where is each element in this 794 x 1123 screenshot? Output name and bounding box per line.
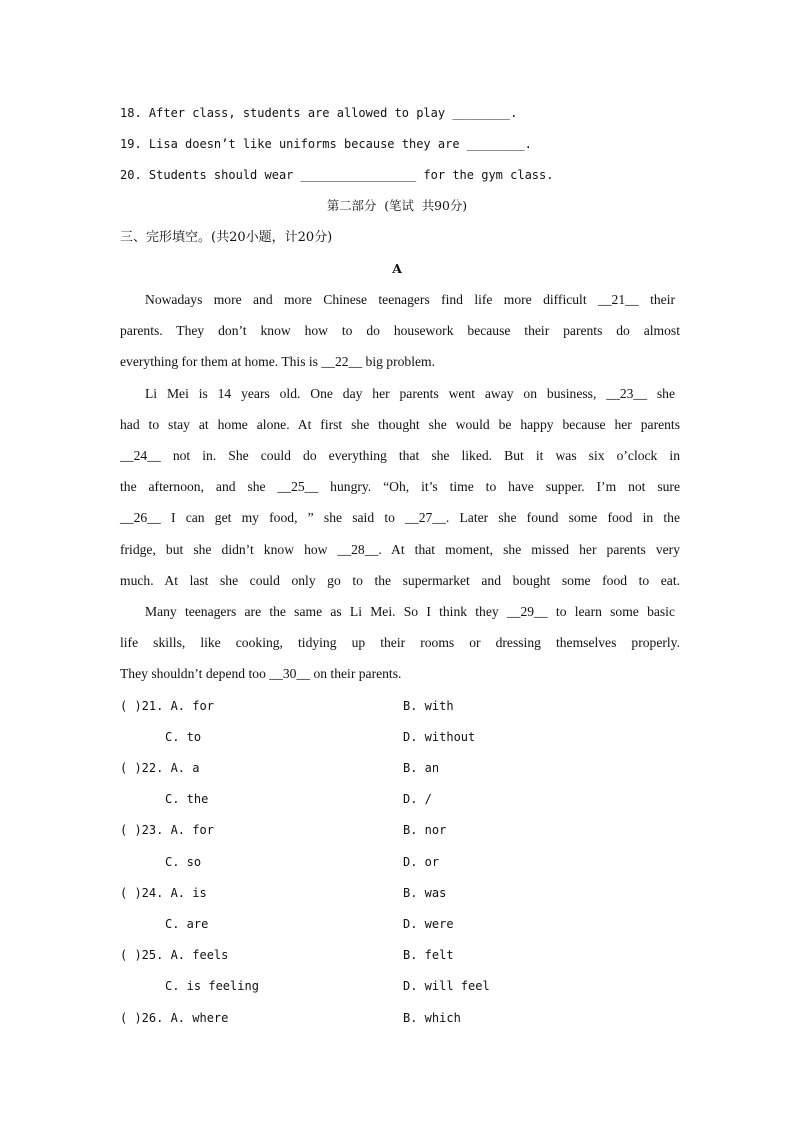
option-b: B. an — [403, 761, 440, 775]
passage-line: They shouldn’t depend too __30__ on their parents. — [120, 666, 402, 681]
option-c: C. the — [165, 792, 209, 806]
question-stem-option-a: ( )26. A. where — [120, 1011, 229, 1025]
option-b: B. felt — [403, 948, 454, 962]
passage-label: A — [392, 261, 402, 276]
question-stem-option-a: ( )23. A. for — [120, 823, 214, 837]
question-21 — [0, 698, 794, 714]
passage-line: parents. They don’t know how to do housework because their parents do almost — [120, 323, 680, 338]
passage-line: Nowadays more and more Chinese teenagers find life more difficult __21__ their — [145, 292, 675, 307]
question-22-row2 — [0, 791, 794, 807]
question-26 — [0, 1010, 794, 1026]
option-d: D. without — [403, 730, 476, 744]
question-22 — [0, 760, 794, 776]
question-21-row2 — [0, 729, 794, 745]
option-d: D. or — [403, 855, 440, 869]
passage-line: Many teenagers are the same as Li Mei. So I think they __29__ to learn some basic — [145, 604, 675, 619]
passage-line: everything for them at home. This is __22__ big problem. — [120, 354, 435, 369]
passage-line: fridge, but she didn’t know how __28__. At that moment, she missed her parents very — [120, 542, 680, 557]
passage-line: the afternoon, and she __25__ hungry. “Oh, it’s time to have supper. I’m not sure — [120, 479, 680, 494]
question-stem-option-a: ( )21. A. for — [120, 699, 214, 713]
passage-line: Li Mei is 14 years old. One day her parents went away on business, __23__ she — [145, 386, 675, 401]
option-b: B. nor — [403, 823, 447, 837]
option-d: D. / — [403, 792, 432, 806]
option-c: C. to — [165, 730, 202, 744]
question-24-row2 — [0, 916, 794, 932]
option-c: C. are — [165, 917, 209, 931]
fill-in-question: 18. After class, students are allowed to play ________. — [120, 106, 518, 120]
fill-in-question: 19. Lisa doesn’t like uniforms because they are ________. — [120, 137, 532, 151]
question-stem-option-a: ( )24. A. is — [120, 886, 207, 900]
passage-line: had to stay at home alone. At first she thought she would be happy because her parents — [120, 417, 680, 432]
option-d: D. were — [403, 917, 454, 931]
option-c: C. is feeling — [165, 979, 259, 993]
passage-line: much. At last she could only go to the supermarket and bought some food to eat. — [120, 573, 680, 588]
question-24 — [0, 885, 794, 901]
question-stem-option-a: ( )25. A. feels — [120, 948, 229, 962]
question-25-row2 — [0, 978, 794, 994]
passage-line: __24__ not in. She could do everything that she liked. But it was six o’clock in — [120, 448, 680, 463]
option-b: B. which — [403, 1011, 461, 1025]
option-b: B. was — [403, 886, 447, 900]
question-23 — [0, 822, 794, 838]
question-stem-option-a: ( )22. A. a — [120, 761, 200, 775]
fill-in-question: 20. Students should wear ________________ for the gym class. — [120, 168, 554, 182]
section-title: 三、完形填空。(共20小题，计20分) — [120, 230, 333, 245]
option-b: B. with — [403, 699, 454, 713]
part-title: 第二部分 (笔试 共90分) — [326, 198, 468, 213]
option-c: C. so — [165, 855, 202, 869]
question-25 — [0, 947, 794, 963]
passage-line: __26__ I can get my food, ” she said to __27__. Later she found some food in the — [120, 510, 680, 525]
option-d: D. will feel — [403, 979, 490, 993]
question-23-row2 — [0, 854, 794, 870]
passage-line: life skills, like cooking, tidying up their rooms or dressing themselves properly. — [120, 635, 680, 650]
